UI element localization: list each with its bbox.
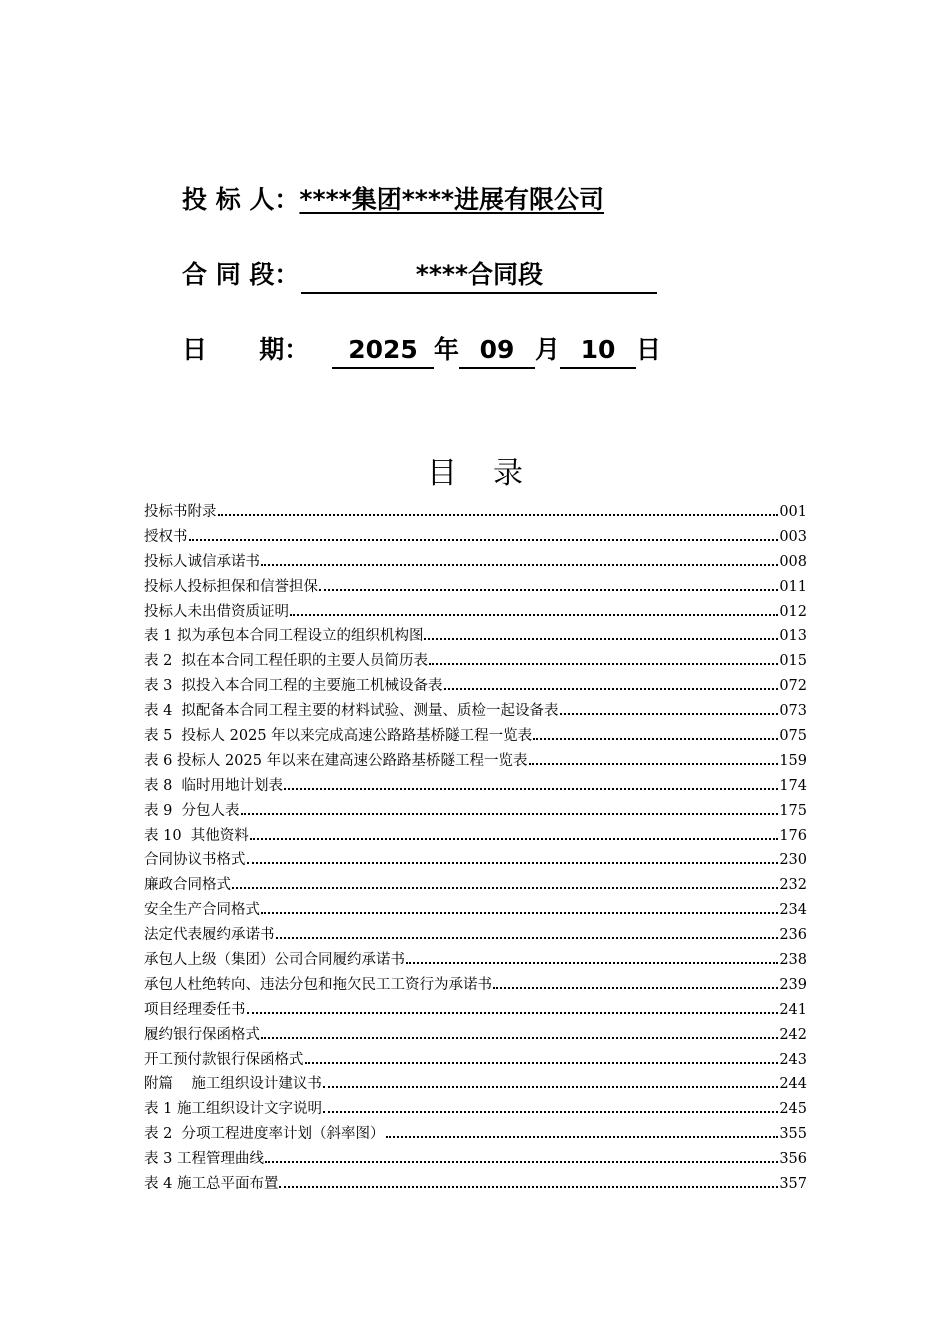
toc-entry-label: 表 3 工程管理曲线: [144, 1151, 264, 1168]
toc-entry-label: 承包人上级（集团）公司合同履约承诺书: [144, 952, 405, 969]
toc-entry-label: 表 8 临时用地计划表: [144, 777, 284, 794]
toc-entry[interactable]: [144, 624, 807, 649]
toc-entry-label: 法定代表履约承诺书: [144, 927, 275, 944]
bidder-label: 投 标 人：: [182, 185, 300, 214]
contract-section-line: [182, 255, 657, 295]
date-day: 10: [560, 333, 636, 369]
toc-entry[interactable]: [144, 1147, 807, 1172]
toc-entry-label: 表 10 其他资料: [144, 827, 249, 844]
date-month-unit: 月: [535, 335, 561, 364]
date-year-unit: 年: [434, 335, 460, 364]
toc-entry-label: 安全生产合同格式: [144, 902, 260, 919]
toc-entry-label: 表 4 拟配备本合同工程主要的材料试验、测量、质检一起设备表: [144, 703, 559, 720]
toc-entry[interactable]: [144, 848, 807, 873]
toc-entry[interactable]: [144, 724, 807, 749]
toc-entry[interactable]: [144, 1172, 807, 1197]
toc-leader-dots: [241, 812, 779, 815]
toc-leader-dots: [386, 1135, 779, 1138]
toc-entry-page: 232: [779, 877, 807, 894]
toc-entry[interactable]: [144, 1023, 807, 1048]
toc-entry[interactable]: [144, 1072, 807, 1097]
toc-entry[interactable]: [144, 674, 807, 699]
toc-entry[interactable]: [144, 1097, 807, 1122]
toc-entry[interactable]: [144, 948, 807, 973]
toc-leader-dots: [276, 936, 779, 939]
toc-entry-page: 012: [779, 603, 807, 620]
toc-entry-page: 238: [779, 952, 807, 969]
toc-entry-label: 授权书: [144, 528, 188, 545]
toc-entry-page: 015: [779, 653, 807, 670]
toc-leader-dots: [232, 886, 778, 889]
toc-leader-dots: [218, 513, 779, 516]
toc-entry-label: 表 3 拟投入本合同工程的主要施工机械设备表: [144, 678, 443, 695]
toc-entry-label: 表 2 拟在本合同工程任职的主要人员简历表: [144, 653, 429, 670]
toc-entry[interactable]: [144, 873, 807, 898]
toc-leader-dots: [265, 1160, 778, 1163]
toc-leader-dots: [261, 563, 778, 566]
contract-section-value: ****合同段: [301, 258, 657, 294]
date-line: [182, 330, 661, 370]
toc-entry-label: 承包人杜绝转向、违法分包和拖欠民工工资行为承诺书: [144, 976, 492, 993]
toc-entry[interactable]: [144, 550, 807, 575]
toc-entry-label: 开工预付款银行保函格式: [144, 1051, 304, 1068]
toc-entry-page: 245: [779, 1101, 807, 1118]
toc-entry-page: 234: [779, 902, 807, 919]
toc-leader-dots: [261, 1036, 778, 1039]
toc-leader-dots: [284, 787, 778, 790]
toc-leader-dots: [305, 1061, 779, 1064]
toc-leader-dots: [189, 538, 779, 541]
toc-entry-page: 242: [779, 1026, 807, 1043]
toc-leader-dots: [444, 687, 779, 690]
toc-entry-page: 239: [779, 976, 807, 993]
toc-entry-label: 表 4 施工总平面布置: [144, 1176, 279, 1193]
toc-entry[interactable]: [144, 525, 807, 550]
toc-title: 目录: [427, 456, 559, 491]
toc-entry[interactable]: [144, 600, 807, 625]
toc-leader-dots: [247, 861, 779, 864]
toc-entry-label: 表 1 拟为承包本合同工程设立的组织机构图: [144, 628, 424, 645]
toc-entry-label: 表 9 分包人表: [144, 802, 240, 819]
toc-leader-dots: [290, 613, 778, 616]
toc-entry-page: 355: [779, 1126, 807, 1143]
toc-entry-page: 230: [779, 852, 807, 869]
toc-entry-label: 投标书附录: [144, 504, 217, 520]
toc-entry-page: 011: [779, 578, 807, 595]
toc-entry-label: 廉政合同格式: [144, 877, 231, 894]
toc-entry-page: 243: [779, 1051, 807, 1068]
toc-entry-page: 174: [779, 777, 807, 794]
toc-entry-page: 008: [779, 553, 807, 570]
toc-entry-label: 附篇 施工组织设计建议书: [144, 1076, 322, 1093]
toc-entry-page: 176: [779, 827, 807, 844]
toc-leader-dots: [529, 762, 779, 765]
toc-entry-page: 003: [779, 528, 807, 545]
date-year: 2025: [332, 333, 434, 369]
toc-leader-dots: [560, 712, 779, 715]
bidder-line: [182, 180, 604, 220]
toc-leader-dots: [406, 961, 778, 964]
toc-entry-label: 表 6 投标人 2025 年以来在建高速公路路基桥隧工程一览表: [144, 752, 528, 769]
date-label: 日 期：: [182, 335, 310, 364]
toc-entry-page: 244: [779, 1076, 807, 1093]
toc-entry-label: 履约银行保函格式: [144, 1026, 260, 1043]
toc-leader-dots: [319, 588, 778, 591]
toc-entry-page: 072: [779, 678, 807, 695]
toc-entry-label: 表 2 分项工程进度率计划（斜率图）: [144, 1126, 385, 1143]
toc-leader-dots: [533, 737, 778, 740]
toc-entry[interactable]: [144, 973, 807, 998]
toc-entry-page: 073: [779, 703, 807, 720]
toc-entry-page: 075: [779, 728, 807, 745]
toc-entry-label: 表 5 投标人 2025 年以来完成高速公路路基桥隧工程一览表: [144, 728, 533, 745]
toc-entry[interactable]: [144, 1122, 807, 1147]
table-of-contents: [144, 500, 807, 1197]
toc-entry[interactable]: [144, 699, 807, 724]
toc-entry[interactable]: [144, 649, 807, 674]
toc-entry-page: 236: [779, 927, 807, 944]
toc-leader-dots: [424, 637, 778, 640]
contract-section-label: 合 同 段：: [182, 260, 300, 289]
toc-entry-page: 001: [779, 504, 807, 520]
toc-leader-dots: [261, 911, 778, 914]
toc-entry-page: 356: [779, 1151, 807, 1168]
toc-entry-label: 投标人投标担保和信誉担保: [144, 578, 318, 595]
toc-entry[interactable]: [144, 749, 807, 774]
date-day-unit: 日: [636, 335, 662, 364]
toc-entry-label: 投标人诚信承诺书: [144, 553, 260, 570]
toc-leader-dots: [429, 662, 778, 665]
toc-entry[interactable]: [144, 824, 807, 849]
toc-leader-dots: [323, 1085, 778, 1088]
bidder-name: ****集团****进展有限公司: [299, 185, 605, 214]
toc-entry-label: 表 1 施工组织设计文字说明: [144, 1101, 322, 1118]
toc-entry[interactable]: [144, 799, 807, 824]
toc-entry-page: 241: [779, 1001, 807, 1018]
toc-entry-page: 175: [779, 802, 807, 819]
toc-leader-dots: [250, 837, 779, 840]
toc-entry-page: 357: [779, 1176, 807, 1193]
toc-entry[interactable]: [144, 500, 807, 525]
toc-entry[interactable]: [144, 923, 807, 948]
date-month: 09: [459, 333, 535, 369]
toc-leader-dots: [323, 1110, 778, 1113]
toc-entry[interactable]: [144, 1048, 807, 1073]
toc-entry-label: 投标人未出借资质证明: [144, 603, 289, 620]
toc-entry[interactable]: [144, 575, 807, 600]
toc-leader-dots: [493, 986, 778, 989]
toc-entry-page: 159: [779, 752, 807, 769]
toc-entry[interactable]: [144, 774, 807, 799]
toc-entry-label: 项目经理委任书: [144, 1001, 246, 1018]
toc-entry-page: 013: [779, 628, 807, 645]
toc-leader-dots: [247, 1011, 779, 1014]
toc-leader-dots: [279, 1185, 778, 1188]
toc-entry[interactable]: [144, 898, 807, 923]
toc-entry-label: 合同协议书格式: [144, 852, 246, 869]
toc-entry[interactable]: [144, 998, 807, 1023]
